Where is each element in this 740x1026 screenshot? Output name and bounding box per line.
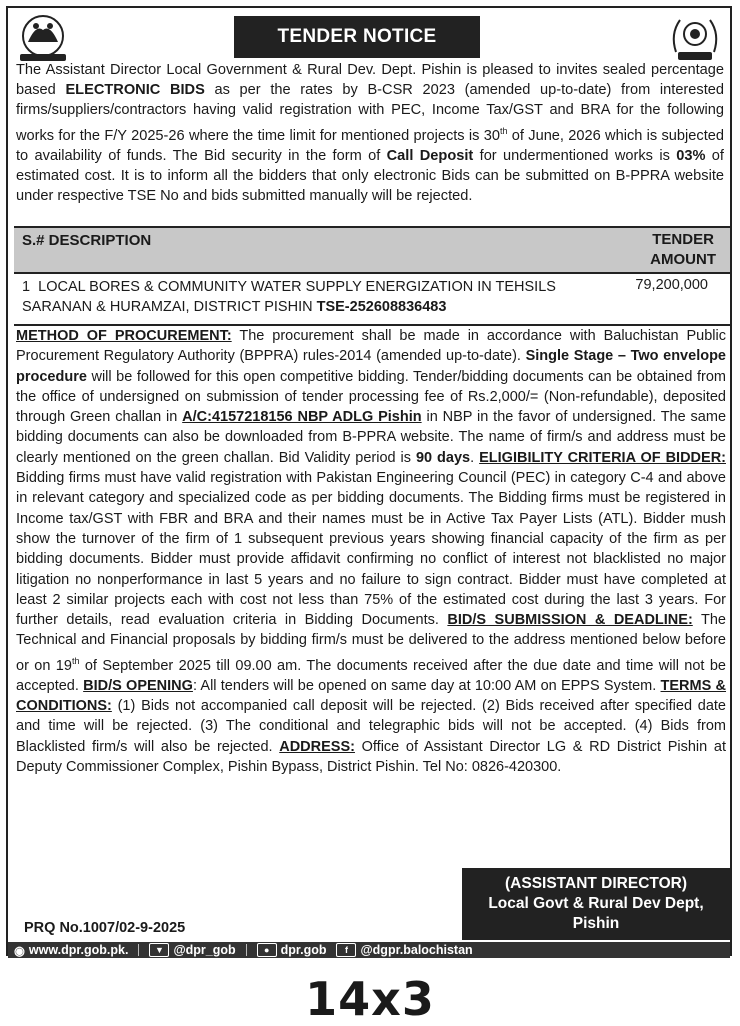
tender-amount: 79,200,000 — [635, 277, 708, 293]
footer-divider — [138, 944, 139, 956]
tender-table — [14, 226, 730, 326]
balochistan-emblem-icon — [14, 12, 72, 64]
header-sno-description: S.# DESCRIPTION — [22, 232, 152, 249]
tender-notice-frame — [6, 6, 732, 956]
facebook-icon: f — [336, 943, 356, 957]
instagram-icon: ● — [257, 943, 277, 957]
twitter-link[interactable]: ▼ @dpr_gob — [149, 943, 235, 957]
header-tender-amount: TENDER AMOUNT — [650, 231, 716, 268]
signature-dept: Local Govt & Rural Dev Dept, — [488, 895, 704, 912]
signature-title: (ASSISTANT DIRECTOR) — [505, 875, 687, 892]
table-header — [14, 228, 730, 272]
ad-size-label: 14x3 — [305, 972, 435, 1026]
table-row — [14, 272, 730, 324]
signature-block — [462, 868, 730, 940]
intro-paragraph: The Assistant Director Local Government & Rural Dev. Dept. Pishin is pleased to invites sealed percentage based ELECTRONIC BIDS as per the rates by B-CSR 2023 (amended up-to-date) from interested firms/suppliers/contractors having valid registration with PEC, Income Tax/GST and BRA for the following works for the F/Y 2025-26 where the time limit for mentioned projects is 30th of June, 2026 which is subjected to availability of funds. The Bid security in the form of Call Deposit for undermentioned works is 03% of estimated cost. It is to inform all the bidders that only electronic Bids can be submitted on B-PPRA website under respective TSE No and bids submitted manually will be rejected. — [16, 62, 724, 205]
footer-divider — [246, 944, 247, 956]
page-title: TENDER NOTICE — [234, 16, 480, 58]
prq-number: PRQ No.1007/02-9-2025 — [24, 920, 186, 936]
globe-icon: ◉ — [14, 943, 25, 958]
dgpr-emblem-icon — [666, 12, 724, 64]
footer-bar — [8, 942, 730, 958]
terms-paragraph: METHOD OF PROCUREMENT: The procurement shall be made in accordance with Baluchistan Public Procurement Regulatory Authority (BPPRA) rules-2014 (amended up-to-date). Single Stage – Two envelope procedure will be followed for this open competitive bidding. Tender/bidding documents can be obtained from the office of undersigned on submission of tender processing fee of Rs.2,000/= (Non-refundable), deposited through Green challan in A/C:4157218156 NBP ADLG Pishin in NBP in the favor of undersigned. The same bidding documents can also be downloaded from B-PPRA website. The name of firm/s and address must be clearly mentioned on the green challan. Bid Validity period is 90 days. ELIGIBILITY CRITERIA OF BIDDER: Bidding firms must have valid registration with Pakistan Engineering Council (PEC) in category C-4 and above in relevant category and specialized code as per bidding documents. The Bidding firms must be registered in Income tax/GST with FBR and BRA and their names must be in Active Tax Payer Lists (ATL). Bidder mush show the turnover of the firm of 1 subsequent previous years showing financial capacity of the firm as per bidding documents. Bidder must provide affidavit confirming no conflict of interest not blacklisted no major litigation no nonperformance in last 5 years and no failure to sign contract. Bidder must have completed at least 2 similar projects each with cost not less than 75% of the estimated cost during the last 3 years. For further details, read evaluation criteria in Bidding Documents. BID/S SUBMISSION & DEADLINE: The Technical and Financial proposals by bidding firm/s must be delivered to the address mentioned below before or on 19th of September 2025 till 09.00 am. The documents received after the due date and time will not be accepted. BID/S OPENING: All tenders will be opened on same day at 10:00 AM on EPPS System. TERMS & CONDITIONS: (1) Bids not accompanied call deposit will be rejected. (2) Bids received after specified date and time will be rejected. (3) The conditional and telegraphic bids will not be accepted. (4) Bids from Blacklisted firm/s will also be rejected. ADDRESS: Office of Assistant Director LG & RD District Pishin at Deputy Commissioner Complex, Pishin Bypass, District Pishin. Tel No: 0826-420300. — [16, 328, 727, 776]
signature-place: Pishin — [572, 915, 620, 932]
website-link[interactable]: ◉ www.dpr.gob.pk. — [14, 943, 129, 958]
facebook-link[interactable]: f @dgpr.balochistan — [336, 943, 472, 957]
instagram-link[interactable]: ● dpr.gob — [257, 943, 327, 957]
twitter-icon: ▼ — [149, 943, 169, 957]
work-description: 1 LOCAL BORES & COMMUNITY WATER SUPPLY ENERGIZATION IN TEHSILS SARANAN & HURAMZAI, DISTRICT PISHIN TSE-252608836483 — [22, 279, 556, 315]
